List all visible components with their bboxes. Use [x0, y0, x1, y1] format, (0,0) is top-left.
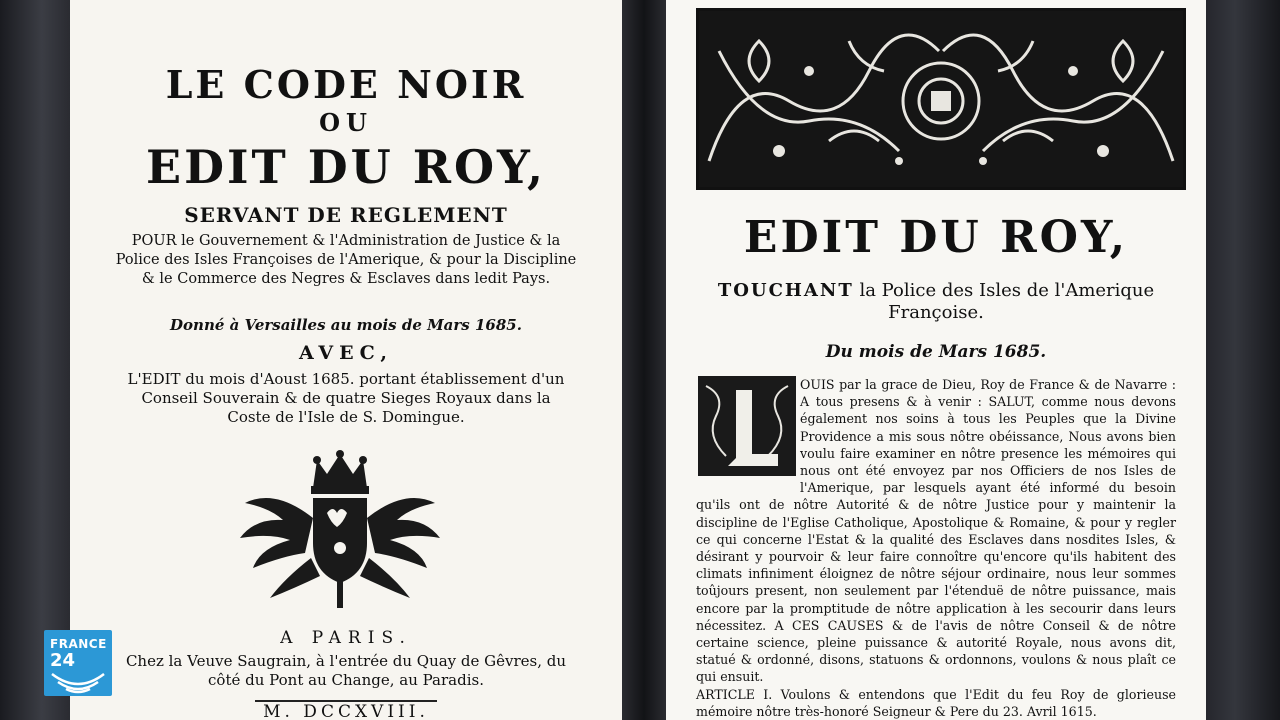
edit-du-roy-title: EDIT DU ROY,: [743, 212, 1129, 263]
touchant-lead: TOUCHANT: [717, 280, 854, 301]
touchant-rest: la Police des Isles de l'Amerique Françoise.: [859, 280, 1155, 323]
imprint-publisher: Chez la Veuve Saugrain, à l'entrée du Quay de Gêvres, du côté du Pont au Change, au Paradis.: [125, 652, 567, 689]
title-edit-du-roy: EDIT DU ROY,: [146, 140, 546, 194]
article-one: ARTICLE I. Voulons & entendons que l'Edit du feu Roy de glorieuse mémoire nôtre très-honoré Seigneur & Pere du 23. Avril 1615.: [696, 686, 1176, 719]
edit-aoust-paragraph: L'EDIT du mois d'Aoust 1685. portant établissement d'un Conseil Souverain & de quatre Sieges Royaux dans la Coste de l'Isle de S. Domingue.: [127, 370, 565, 426]
imprint-year: M. DCCXVIII.: [263, 702, 429, 720]
title-ou: OU: [319, 108, 373, 137]
background-right: [1205, 0, 1280, 720]
touchant-subtitle: [686, 280, 1186, 324]
globe-icon: [48, 668, 108, 694]
left-document-page: [70, 0, 622, 720]
imprint-city: A PARIS.: [280, 628, 412, 648]
edict-body: [696, 376, 1176, 720]
edict-body-text: OUIS par la grace de Dieu, Roy de France & de Navarre : A tous presens & à venir : SALUT, comme nous devons également nos soins à tous les Peuples que la Divine Providence a mis sous nôtre obéissance, Nous avons bien voulu faire examiner en nôtre presence les mémoires qui nous ont été envoyez par nos Officiers de nos Isles de l'Amerique, par lesquels ayant été informé du besoin qu'ils ont de nôtre Autorité & de nôtre Justice pour y maintenir la discipline de l'Eglise Catholique, Apostolique & Romaine, & pour y regler ce qui concerne l'Estat & la qualité des Esclaves dans nosdites Isles, & désirant y pourvoir & leur faire connoître qu'encore qu'ils habitent des climats infiniment éloignez de nôtre séjour ordinaire, nous leur sommes toûjours present, non seulement par l'étenduë de nôtre puissance, mais encore par la promptitude de nôtre application à les secourir dans leurs nécessitez. A CES CAUSES & de l'avis de nôtre Conseil & de nôtre certaine science, pleine puissance & autorité Royale, nous avons dit, statué & ordonné, disons, statuons & ordonnons, voulons & nous plaît ce qui ensuit.: [696, 377, 1176, 685]
logo-line1: FRANCE: [50, 637, 107, 651]
issue-date: Donné à Versailles au mois de Mars 1685.: [170, 316, 522, 334]
subtitle-reglement: SERVANT DE REGLEMENT: [184, 203, 508, 227]
logo-line2: 24: [50, 650, 76, 671]
title-code-noir: LE CODE NOIR: [165, 62, 527, 107]
edict-date: Du mois de Mars 1685.: [825, 342, 1047, 362]
description-paragraph: POUR le Gouvernement & l'Administration de Justice & la Police des Isles Françoises de l'Amerique, & pour la Discipline & le Commerce des Negres & Esclaves dans ledit Pays.: [115, 233, 577, 287]
avec-heading: AVEC,: [299, 342, 393, 364]
page-gap: [622, 0, 666, 720]
right-document-page: [666, 0, 1206, 720]
ornamental-header-icon: [696, 8, 1186, 190]
background-left: [0, 0, 70, 720]
royal-crest-icon: [235, 448, 445, 613]
france24-logo: [44, 630, 112, 696]
